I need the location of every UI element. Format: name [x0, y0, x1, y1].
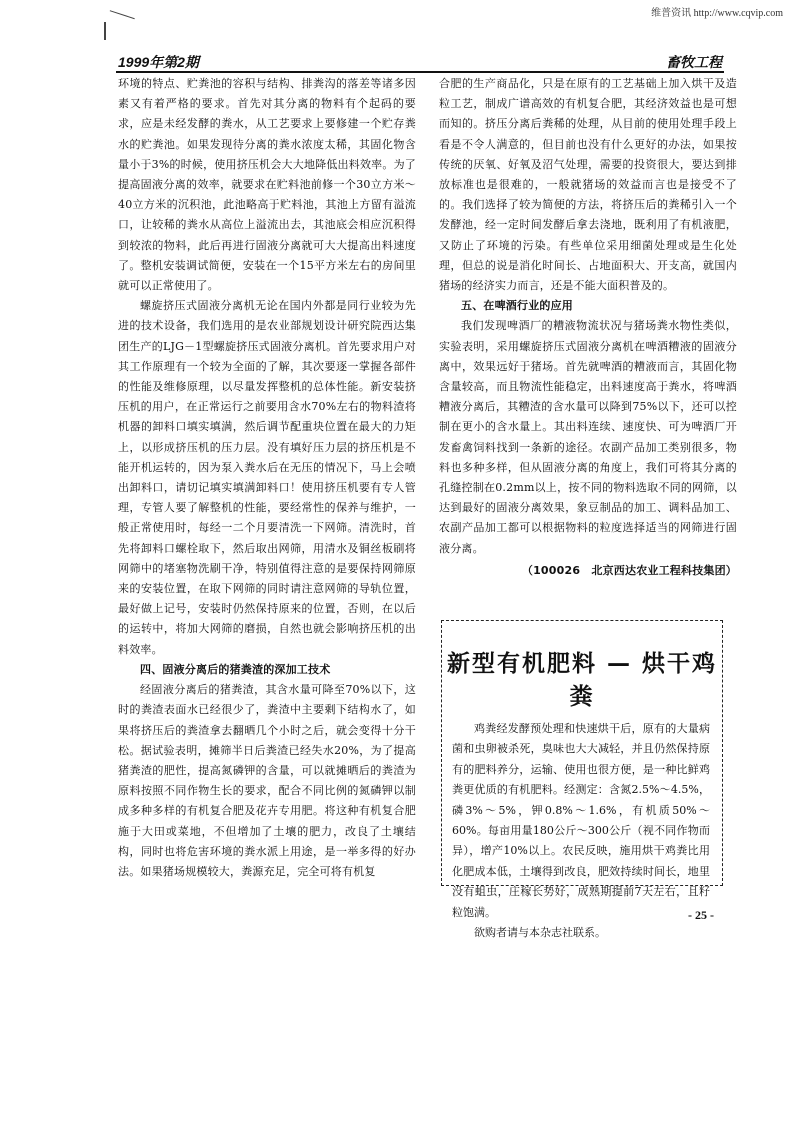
running-header — [118, 52, 722, 70]
journal-name: 畜牧工程 — [666, 54, 722, 70]
scan-artifact-tick — [104, 22, 106, 40]
left-paragraph-1: 环境的特点、贮粪池的容积与结构、排粪沟的落差等诸多因素又有着严格的要求。首先对其分离的物料有个起码的要求，应是未经发酵的粪水，从工艺要求上要修建一个贮存粪水的贮粪池。如果发现待分离的粪水浓度太稀，其固化物含量小于3%的时候，使用挤压机会大大地降低出料效率。为了提高固液分离的效率，就要求在贮料池前修一个30立方米～40立方米的沉积池，此池略高于贮料池，其池上方留有溢流口，让较稀的粪水从高位上溢流出去，其池底会相应沉积得到较浓的物料，此后再进行固液分离就可大大提高出料速度了。整机安装调试简便，安装在一个15平方米左右的房间里就可以正常使用了。 — [118, 77, 416, 293]
page-number: - 25 - — [688, 908, 714, 922]
scan-artifact-mark — [107, 10, 135, 27]
right-paragraph-1: 合肥的生产商品化，只是在原有的工艺基础上加入烘干及造粒工艺，制成广谱高效的有机复合肥，其经济效益也是可想而知的。挤压分离后粪稀的处理，从目前的使用处理手段上看是不令人满意的，但目前也没有什么更好的办法，如果按传统的厌氧、好氧及沼气处理，需要的投资很大，要达到排放标准也是很难的，一般就猪场的效益而言也是接受不了的。我们选择了较为简便的方法，将挤压后的粪稀引入一个发酵池，经一定时间发酵后拿去浇地，既利用了有机液肥，又防止了环境的污染。有些单位采用细菌处理或是生化处理，但总的说是消化时间长、占地面积大、开支高，就国内猪场的经济实力而言，还是不能大面积普及的。 — [439, 77, 737, 293]
left-column — [118, 74, 416, 882]
left-paragraph-3: 经固液分离后的猪粪渣，其含水量可降至70%以下，这时的粪渣表面水已经很少了，粪渣中主要剩下结构水了，如果将挤压后的粪渣拿去翻晒几个小时之后，就会变得十分干松。据试验表明，摊筛半日后粪渣已经失水20%，为了提高猪粪渣的肥性，提高氮磷钾的含量，可以就摊晒后的粪渣为原料按照不同作物生长的要求，配合不同比例的氮磷钾以制成多种多样的有机复合肥及花卉专用肥。将这种有机复合肥施于大田或菜地，不但增加了土壤的肥力，改良了土壤结构，同时也将危害环境的粪水派上用途，是一举多得的好办法。如果猪场规模较大，粪源充足，完全可将有机复 — [118, 683, 416, 878]
sidebar-title: 新型有机肥料 — 烘干鸡粪 — [446, 651, 717, 710]
header-rule — [116, 71, 724, 73]
sidebar-paragraph-2: 欲购者请与本杂志社联系。 — [474, 926, 606, 940]
sidebar-box — [441, 620, 723, 940]
right-paragraph-2: 我们发现啤酒厂的糟液物流状况与猪场粪水物性类似，实验表明，采用螺旋挤压式固液分离机在啤酒糟液的固液分离中，效果远好于猪场。首先就啤酒的糟液而言，其固化物含量较高，而且物流性能稳定，出料速度高于粪水，将啤酒糟液分离后，其糟渣的含水量可以降到75%以下，还可以控制在更小的含水量上。其出料连续、速度快、可为啤酒厂开发畜禽饲料找到一条新的途径。农副产品加工类别很多，物料也多种多样，但从固液分离的角度上，我们可将其分离的孔缝控制在0.2mm以上，按不同的物料选取不同的网筛，以达到最好的固液分离效果，象豆制品的加工、调料品加工、农副产品加工都可以根据物料的粒度选择适当的网筛进行固液分离。 — [439, 319, 737, 555]
right-column — [439, 74, 737, 581]
issue-label: 1999年第2期 — [118, 54, 199, 70]
sidebar-body — [442, 719, 722, 943]
section-heading-5: 五、在啤酒行业的应用 — [461, 299, 573, 313]
author-affiliation: （100026 北京西达农业工程科技集团） — [521, 563, 737, 577]
section-heading-4: 四、固液分离后的猪粪渣的深加工技术 — [140, 662, 331, 676]
watermark-text: 维普资讯 http://www.cqvip.com — [651, 8, 783, 19]
left-paragraph-2: 螺旋挤压式固液分离机无论在国内外都是同行业较为先进的技术设备，我们选用的是农业部规划设计研究院西达集团生产的LJG－1型螺旋挤压式固液分离机。首先要求用户对其工作原理有一个较为全面的了解，其次要逐一掌握各部件的性能及维修原理，以尽量发挥整机的总体性能。新安装挤压机的用户，在正常运行之前要用含水70%左右的物料渣将机器的卸料口填实填满，然后调节配重块位置在最大的力矩上，以形成挤压机的压力层。没有填好压力层的挤压机是不能开机运转的，因为泵入粪水后在无压的情况下，马上会喷出卸料口，请切记填实填满卸料口！使用挤压机要有专人管理，专管人要了解整机的性能，要经常性的保养与维护，一般正常使用时，每经一二个月要清洗一下网筛。清洗时，首先将卸料口螺栓取下，然后取出网筛，用清水及铜丝板刷将网筛中的堵塞物洗刷干净，特别值得注意的是要保持网筛原来的安装位置，在取下网筛的同时请注意网筛的导轨位置，最好做上记号，安装时仍然保持原来的位置，否则，在以后的运转中，将加大网筛的磨损，自然也就会影响挤压机的出料效率。 — [118, 299, 416, 656]
sidebar-paragraph-1: 鸡粪经发酵预处理和快速烘干后，原有的大量病菌和虫卵被杀死，臭味也大大减轻，并且仍然保持原有的肥料养分，运输、使用也很方便，是一种比鲜鸡粪更优质的有机肥料。经测定：含氮2.5%～4.5%，磷3%～5%，钾0.8%～1.6%，有机质50%～60%。每亩用量180公斤～300公斤（视不同作物而异），增产10%以上。农民反映，施用烘干鸡粪比用化肥成本低，土壤得到改良，肥效持续时间长，地里没有蛆虫，庄稼长势好，成熟期提前7天左右，且籽粒饱满。 — [452, 722, 710, 919]
